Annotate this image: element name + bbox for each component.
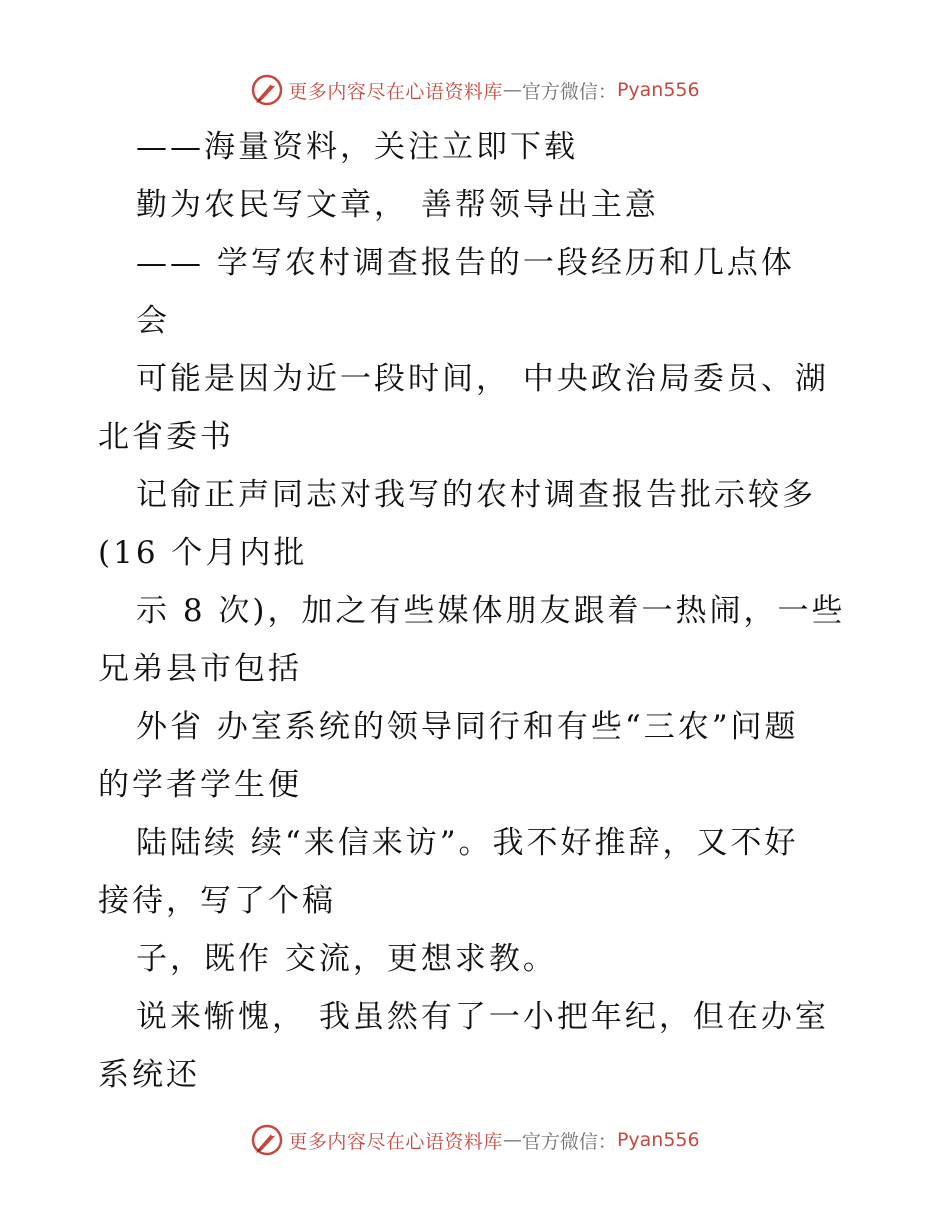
- text-line: 兄弟县市包括: [98, 651, 302, 687]
- banner-wechat-id: Pyan556: [616, 1129, 700, 1151]
- document-body: [98, 118, 858, 1104]
- text-line: 可能是因为近一段时间， 中央政治局委员、湖: [136, 361, 829, 397]
- banner-brand-text: 更多内容尽在心语资料库: [288, 1130, 503, 1153]
- banner-wechat-label: 官方微信：: [521, 80, 617, 103]
- footer-banner: [0, 1120, 950, 1160]
- text-line: 北省委书: [98, 419, 234, 455]
- text-line: 的学者学生便: [98, 767, 302, 803]
- text-line: 说来惭愧， 我虽然有了一小把年纪，但在办室: [136, 999, 829, 1035]
- header-banner: [0, 70, 950, 110]
- text-line: 记俞正声同志对我写的农村调查报告批示较多: [136, 477, 816, 513]
- text-line: ——海量资料，关注立即下载: [136, 129, 578, 165]
- banner-separator: —: [502, 1129, 522, 1151]
- text-line: 外省 办室系统的领导同行和有些“三农”问题: [136, 709, 799, 745]
- text-line: (16 个月内批: [98, 535, 308, 571]
- text-line: 接待，写了个稿: [98, 883, 336, 919]
- text-line: 示 8 次)，加之有些媒体朋友跟着一热闹，一些: [136, 593, 846, 629]
- text-line: 陆陆续 续“来信来访”。我不好推辞，又不好: [136, 825, 799, 861]
- banner-wechat-id: Pyan556: [616, 79, 700, 101]
- text-line: 子，既作 交流，更想求教。: [136, 941, 557, 977]
- text-line: 会: [136, 303, 170, 339]
- banner-brand-text: 更多内容尽在心语资料库: [288, 80, 503, 103]
- quill-logo-icon: [250, 1123, 284, 1157]
- text-line: —— 学写农村调查报告的一段经历和几点体: [136, 245, 795, 281]
- quill-logo-icon: [250, 73, 284, 107]
- banner-wechat-label: 官方微信：: [521, 1130, 617, 1153]
- text-line: 勤为农民写文章， 善帮领导出主意: [136, 187, 659, 223]
- text-line: 系统还: [98, 1057, 200, 1093]
- banner-separator: —: [502, 79, 522, 101]
